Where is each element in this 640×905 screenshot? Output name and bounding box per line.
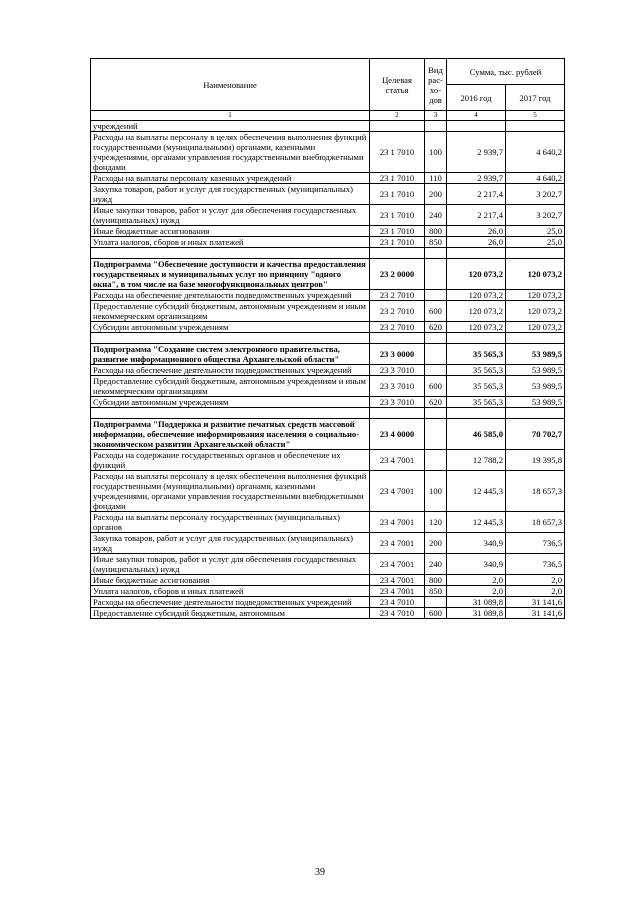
item-name: Иные бюджетные ассигнования [91,575,370,586]
table-row [91,205,565,226]
spacer-cell [506,333,565,344]
table-row [91,471,565,512]
amount-2017: 31 141,6 [506,608,565,619]
item-name: Закупка товаров, работ и услуг для государственных (муниципальных) нужд [91,533,370,554]
target-article-code: 23 4 7001 [370,533,425,554]
spacer-cell [370,408,425,419]
column-number: 3 [425,111,447,121]
subprogram-row [91,344,565,365]
header-year-2017: 2017 год [506,85,565,111]
spacer-cell [447,248,506,259]
amount-2016: 2 939,7 [447,132,506,173]
table-row [91,173,565,184]
target-article-code: 23 4 7001 [370,586,425,597]
header-target-article: Целевая статья [370,59,425,111]
table-row [91,290,565,301]
item-name: Закупка товаров, работ и услуг для государственных (муниципальных) нужд [91,184,370,205]
expense-type-code: 100 [425,471,447,512]
column-numbers-row [91,111,565,121]
item-name: Расходы на выплаты персоналу государственных (муниципальных) органов [91,512,370,533]
expense-type-code: 200 [425,184,447,205]
item-name: Подпрограмма "Создание систем электронного правительства, развитие информационного общества Архангельской области" [91,344,370,365]
table-row [91,586,565,597]
target-article-code: 23 1 7010 [370,132,425,173]
table-row [91,226,565,237]
target-article-code: 23 4 7010 [370,608,425,619]
target-article-code: 23 4 7001 [370,575,425,586]
table-row [91,301,565,322]
target-article-code: 23 3 7010 [370,376,425,397]
expense-type-code: 620 [425,397,447,408]
column-number: 1 [91,111,370,121]
item-name: Расходы на обеспечение деятельности подведомственных учреждений [91,290,370,301]
spacer-cell [425,333,447,344]
item-name: Подпрограмма "Поддержка и развитие печатных средств массовой информации, обеспечение информирования населения о социально-экономическом развитии Архангельской области" [91,419,370,450]
expense-type-code: 600 [425,301,447,322]
item-name: Иные бюджетные ассигнования [91,226,370,237]
spacer-cell [91,248,370,259]
item-name: Предоставление субсидий бюджетным, автономным учреждениям и иным некоммерческим организациям [91,376,370,397]
target-article-code: 23 1 7010 [370,205,425,226]
table-row [91,121,565,132]
spacer-row [91,248,565,259]
amount-2017: 25,0 [506,237,565,248]
table-row [91,365,565,376]
target-article-code: 23 4 7010 [370,597,425,608]
amount-2016: 120 073,2 [447,301,506,322]
expense-type-code: 600 [425,376,447,397]
amount-2017: 3 202,7 [506,184,565,205]
item-name: Субсидии автономным учреждениям [91,397,370,408]
amount-2016: 35 565,3 [447,397,506,408]
amount-2016: 2,0 [447,575,506,586]
amount-2017: 53 989,5 [506,397,565,408]
target-article-code: 23 1 7010 [370,226,425,237]
budget-table [90,58,565,619]
table-row [91,184,565,205]
expense-type-code [425,344,447,365]
item-name: Расходы на выплаты персоналу в целях обеспечения выполнения функций государственными (муниципальными) органами, казенными учреждениями, органами управления государственными внебюджетными фондами [91,471,370,512]
header-expense-type: Вид рас-хо-дов [425,59,447,111]
amount-2016: 26,0 [447,237,506,248]
expense-type-code: 240 [425,205,447,226]
expense-type-code [425,450,447,471]
item-name: Предоставление субсидий бюджетным, автономным [91,608,370,619]
header-name: Наименование [91,59,370,111]
expense-type-code: 110 [425,173,447,184]
amount-2017: 4 640,2 [506,173,565,184]
target-article-code: 23 4 7001 [370,471,425,512]
amount-2017: 120 073,2 [506,259,565,290]
expense-type-code: 620 [425,322,447,333]
column-number: 5 [506,111,565,121]
amount-2017: 31 141,6 [506,597,565,608]
amount-2016: 2,0 [447,586,506,597]
spacer-cell [370,248,425,259]
target-article-code: 23 2 7010 [370,290,425,301]
header-year-2016: 2016 год [447,85,506,111]
target-article-code: 23 1 7010 [370,237,425,248]
expense-type-code [425,290,447,301]
target-article-code: 23 2 0000 [370,259,425,290]
amount-2016: 26,0 [447,226,506,237]
amount-2016: 12 788,2 [447,450,506,471]
column-number: 4 [447,111,506,121]
spacer-cell [91,408,370,419]
target-article-code: 23 4 0000 [370,419,425,450]
item-name: Иные закупки товаров, работ и услуг для обеспечения государственных (муниципальных) нужд [91,554,370,575]
item-name: Уплата налогов, сборов и иных платежей [91,586,370,597]
amount-2016: 46 585,0 [447,419,506,450]
table-row [91,376,565,397]
target-article-code: 23 2 7010 [370,322,425,333]
amount-2017: 736,5 [506,533,565,554]
amount-2016: 31 089,8 [447,597,506,608]
spacer-cell [447,333,506,344]
target-article-code: 23 3 7010 [370,397,425,408]
spacer-row [91,333,565,344]
amount-2016: 120 073,2 [447,259,506,290]
item-name: Расходы на выплаты персоналу в целях обеспечения выполнения функций государственными (муниципальными) органами, казенными учреждениями, органами управления государственными внебюджетными фондами [91,132,370,173]
target-article-code [370,121,425,132]
spacer-cell [506,408,565,419]
amount-2017 [506,121,565,132]
item-name: Расходы на выплаты персоналу казенных учреждений [91,173,370,184]
table-row [91,237,565,248]
item-name: Субсидии автономным учреждениям [91,322,370,333]
table-row [91,397,565,408]
amount-2017: 25,0 [506,226,565,237]
amount-2017: 2,0 [506,575,565,586]
expense-type-code: 850 [425,586,447,597]
table-row [91,608,565,619]
amount-2017: 18 657,3 [506,471,565,512]
amount-2017: 736,5 [506,554,565,575]
column-number: 2 [370,111,425,121]
expense-type-code [425,597,447,608]
amount-2017: 53 989,5 [506,365,565,376]
table-row [91,322,565,333]
amount-2016: 2 217,4 [447,184,506,205]
amount-2017: 2,0 [506,586,565,597]
subprogram-row [91,419,565,450]
item-name: Уплата налогов, сборов и иных платежей [91,237,370,248]
amount-2017: 4 640,2 [506,132,565,173]
expense-type-code: 100 [425,132,447,173]
expense-type-code: 200 [425,533,447,554]
target-article-code: 23 4 7001 [370,450,425,471]
amount-2017: 120 073,2 [506,290,565,301]
item-name: учреждений [91,121,370,132]
spacer-cell [91,333,370,344]
target-article-code: 23 1 7010 [370,173,425,184]
amount-2017: 3 202,7 [506,205,565,226]
amount-2016: 35 565,3 [447,376,506,397]
table-row [91,512,565,533]
expense-type-code [425,121,447,132]
spacer-cell [447,408,506,419]
header-sum: Сумма, тыс. рублей [447,59,565,85]
amount-2016 [447,121,506,132]
expense-type-code: 800 [425,575,447,586]
expense-type-code: 800 [425,226,447,237]
target-article-code: 23 4 7001 [370,554,425,575]
expense-type-code: 240 [425,554,447,575]
table-row [91,575,565,586]
expense-type-code [425,419,447,450]
target-article-code: 23 3 7010 [370,365,425,376]
table-row [91,450,565,471]
spacer-row [91,408,565,419]
amount-2017: 70 702,7 [506,419,565,450]
expense-type-code: 600 [425,608,447,619]
page-number: 39 [315,867,325,878]
spacer-cell [506,248,565,259]
item-name: Подпрограмма "Обеспечение доступности и качества предоставления государственных и муниципальных услуг по принципу "одного окна", в том числе на базе многофункциональных центров" [91,259,370,290]
target-article-code: 23 4 7001 [370,512,425,533]
amount-2016: 12 445,3 [447,471,506,512]
amount-2017: 53 989,5 [506,376,565,397]
expense-type-code: 120 [425,512,447,533]
amount-2017: 18 657,3 [506,512,565,533]
amount-2016: 2 217,4 [447,205,506,226]
item-name: Расходы на обеспечение деятельности подведомственных учреждений [91,597,370,608]
spacer-cell [370,333,425,344]
amount-2017: 120 073,2 [506,301,565,322]
amount-2016: 35 565,3 [447,344,506,365]
amount-2017: 120 073,2 [506,322,565,333]
amount-2016: 340,9 [447,554,506,575]
table-row [91,597,565,608]
expense-type-code: 850 [425,237,447,248]
table-row [91,132,565,173]
target-article-code: 23 3 0000 [370,344,425,365]
expense-type-code [425,259,447,290]
amount-2016: 120 073,2 [447,290,506,301]
spacer-cell [425,408,447,419]
amount-2017: 53 989,5 [506,344,565,365]
subprogram-row [91,259,565,290]
item-name: Расходы на обеспечение деятельности подведомственных учреждений [91,365,370,376]
amount-2016: 35 565,3 [447,365,506,376]
amount-2016: 31 089,8 [447,608,506,619]
table-row [91,533,565,554]
target-article-code: 23 2 7010 [370,301,425,322]
item-name: Расходы на содержание государственных органов и обеспечение их функций [91,450,370,471]
amount-2017: 19 395,8 [506,450,565,471]
item-name: Иные закупки товаров, работ и услуг для обеспечения государственных (муниципальных) нужд [91,205,370,226]
amount-2016: 340,9 [447,533,506,554]
target-article-code: 23 1 7010 [370,184,425,205]
item-name: Предоставление субсидий бюджетным, автономным учреждениям и иным некоммерческим организациям [91,301,370,322]
amount-2016: 120 073,2 [447,322,506,333]
amount-2016: 12 445,3 [447,512,506,533]
table-row [91,554,565,575]
expense-type-code [425,365,447,376]
spacer-cell [425,248,447,259]
amount-2016: 2 939,7 [447,173,506,184]
